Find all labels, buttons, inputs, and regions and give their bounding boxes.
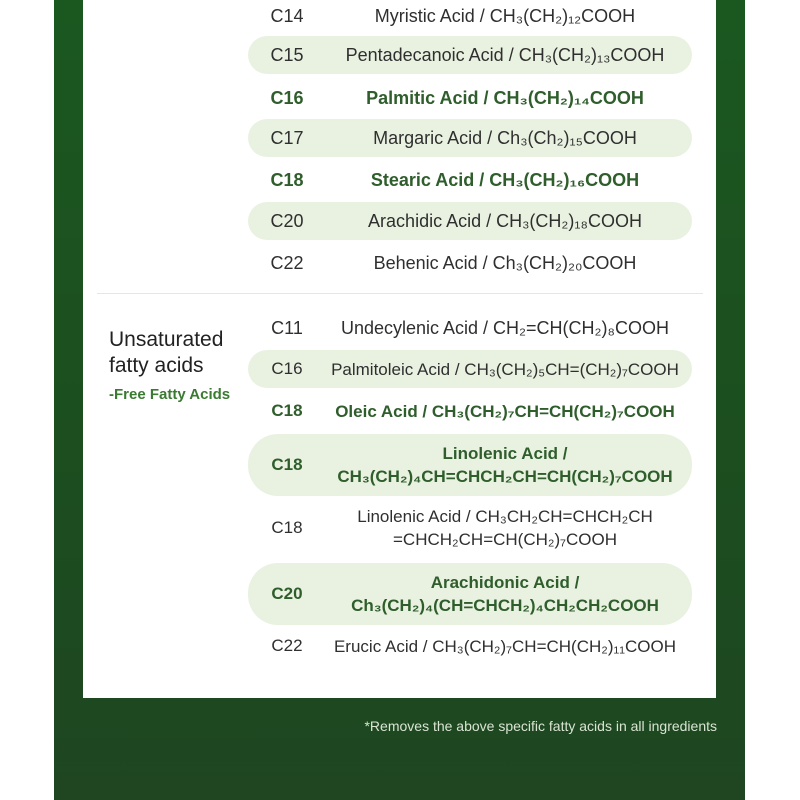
carbon-code: C18 — [271, 455, 303, 474]
acid-name: Stearic Acid / CH₃(CH₂)₁₆COOH — [370, 169, 640, 190]
acid-name: Behenic Acid / Ch₃(CH₂)₂₀COOH — [373, 252, 637, 273]
carbon-code: C22 — [271, 636, 303, 655]
table-row — [248, 350, 692, 388]
acid-name: Margaric Acid / Ch₃(Ch₂)₁₅COOH — [373, 127, 637, 148]
carbon-code: C17 — [270, 127, 304, 148]
carbon-code: C15 — [270, 44, 304, 65]
table-row — [248, 79, 692, 117]
category-subtitle: -Free Fatty Acids — [109, 386, 231, 403]
acid-name: Palmitic Acid / CH₃(CH₂)₁₄COOH — [366, 87, 644, 108]
carbon-code: C18 — [271, 401, 303, 420]
acid-name: Arachidic Acid / CH₃(CH₂)₁₈COOH — [368, 210, 642, 231]
acid-name: Arachidonic Acid / Ch₃(CH₂)₄(CH=CHCH₂)₄CH₂CH₂COOH — [351, 573, 659, 615]
category-title: Unsaturated fatty acids — [109, 328, 224, 377]
acid-name: Palmitoleic Acid / CH₃(CH₂)₅CH=(CH₂)₇COOH — [331, 359, 679, 379]
section-divider — [97, 293, 703, 294]
table-row — [248, 244, 692, 282]
table-row — [248, 161, 692, 199]
table-row — [248, 36, 692, 74]
table-row — [248, 563, 692, 625]
acid-name: Linolenic Acid / CH₃(CH₂)₄CH=CHCH₂CH=CH(CH₂)₇COOH — [337, 444, 673, 486]
carbon-code: C18 — [270, 169, 304, 190]
carbon-code: C20 — [271, 584, 303, 603]
carbon-code: C16 — [271, 359, 303, 378]
carbon-code: C16 — [270, 87, 304, 108]
acid-name: Linolenic Acid / CH₃CH₂CH=CHCH₂CH =CHCH₂CH=CH(CH₂)₇COOH — [357, 507, 653, 549]
table-row — [248, 202, 692, 240]
table-row — [248, 309, 692, 347]
acid-name: Oleic Acid / CH₃(CH₂)₇CH=CH(CH₂)₇COOH — [335, 401, 675, 421]
footnote: *Removes the above specific fatty acids in all ingredients — [364, 718, 717, 734]
carbon-code: C11 — [271, 317, 303, 338]
table-row — [248, 627, 692, 665]
table-row — [248, 119, 692, 157]
acid-name: Erucic Acid / CH₃(CH₂)₇CH=CH(CH₂)₁₁COOH — [333, 636, 677, 656]
acid-name: Pentadecanoic Acid / CH₃(CH₂)₁₃COOH — [345, 44, 665, 65]
table-row — [248, 0, 692, 32]
table-row — [248, 392, 692, 430]
table-row — [248, 434, 692, 496]
carbon-code: C20 — [270, 210, 304, 231]
carbon-code: C14 — [270, 5, 304, 26]
carbon-code: C22 — [270, 252, 304, 273]
carbon-code: C18 — [271, 518, 303, 537]
table-row — [248, 498, 692, 558]
acid-name: Undecylenic Acid / CH₂=CH(CH₂)₈COOH — [340, 317, 669, 338]
acid-name: Myristic Acid / CH₃(CH₂)₁₂COOH — [374, 5, 636, 26]
